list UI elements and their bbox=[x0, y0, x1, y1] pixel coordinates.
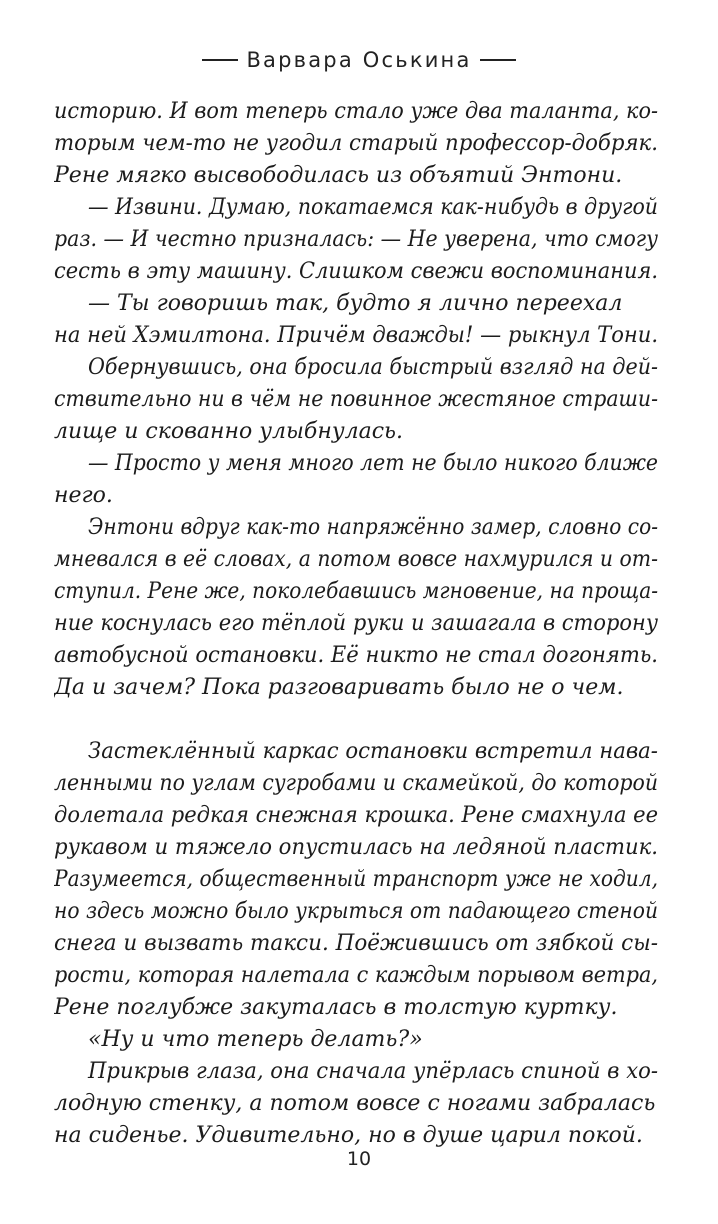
text-line: ствительно ни в чём не повинное жестяное страши- bbox=[54, 387, 658, 412]
text-line: — Ты говоришь так, будто я лично переехал bbox=[88, 291, 623, 316]
text-line: на сиденье. Удивительно, но в душе царил покой. bbox=[54, 1123, 643, 1148]
text-line: ние коснулась его тёплой руки и зашагала в сторону bbox=[54, 611, 658, 636]
text-line: долетала редкая снежная крошка. Рене смахнула ее bbox=[54, 803, 658, 828]
text-line: — Извини. Думаю, покатаемся как-нибудь в другой bbox=[88, 195, 658, 220]
text-line: Рене поглубже закуталась в толстую куртку. bbox=[54, 995, 618, 1020]
text-line: рукавом и тяжело опустилась на ледяной пластик. bbox=[54, 835, 658, 860]
text-line: мневался в её словах, а потом вовсе нахмурился и от- bbox=[54, 547, 658, 572]
section-break bbox=[54, 704, 658, 736]
text-line: ленными по углам сугробами и скамейкой, до которой bbox=[54, 771, 658, 796]
text-line: лодную стенку, а потом вовсе с ногами забралась bbox=[54, 1091, 656, 1116]
text-line: — Просто у меня много лет не было никого ближе bbox=[88, 451, 658, 476]
text-line: Прикрыв глаза, она сначала упёрлась спиной в хо- bbox=[88, 1059, 658, 1084]
page-number: 10 bbox=[346, 1148, 372, 1170]
text-line: Да и зачем? Пока разговаривать было не о чем. bbox=[54, 675, 624, 700]
header-dash-left bbox=[202, 59, 238, 61]
text-line: ступил. Рене же, поколебавшись мгновение, на проща- bbox=[54, 579, 658, 604]
text-line: но здесь можно было укрыться от падающего стеной bbox=[54, 899, 658, 924]
text-line: Разумеется, общественный транспорт уже не ходил, bbox=[54, 867, 658, 892]
text-line: торым чем-то не угодил старый профессор-добряк. bbox=[54, 131, 658, 156]
text-line: историю. И вот теперь стало уже два таланта, ко- bbox=[54, 99, 658, 124]
text-line: лище и скованно улыбнулась. bbox=[54, 419, 404, 444]
text-line: Застеклённый каркас остановки встретил нава- bbox=[88, 739, 658, 764]
text-line: автобусной остановки. Её никто не стал догонять. bbox=[54, 643, 658, 668]
header-dash-right bbox=[480, 59, 516, 61]
text-line: Обернувшись, она бросила быстрый взгляд на дей- bbox=[88, 355, 658, 380]
author-name: Варвара Оськина bbox=[246, 48, 472, 72]
text-line: снега и вызвать такси. Поёжившись от зябкой сы- bbox=[54, 931, 658, 956]
text-line: него. bbox=[54, 483, 113, 508]
page-body bbox=[54, 96, 658, 1152]
text-line: рости, которая налетала с каждым порывом ветра, bbox=[54, 963, 658, 988]
text-line: Рене мягко высвободилась из объятий Энтони. bbox=[54, 163, 623, 188]
running-header bbox=[0, 48, 718, 72]
text-line: «Ну и что теперь делать?» bbox=[88, 1027, 423, 1052]
text-line: Энтони вдруг как-то напряжённо замер, словно со- bbox=[88, 515, 658, 540]
text-line: сесть в эту машину. Слишком свежи воспоминания. bbox=[54, 259, 658, 284]
text-line: на ней Хэмилтона. Причём дважды! — рыкнул Тони. bbox=[54, 323, 658, 348]
text-line: раз. — И честно призналась: — Не уверена, что смогу bbox=[54, 227, 658, 252]
